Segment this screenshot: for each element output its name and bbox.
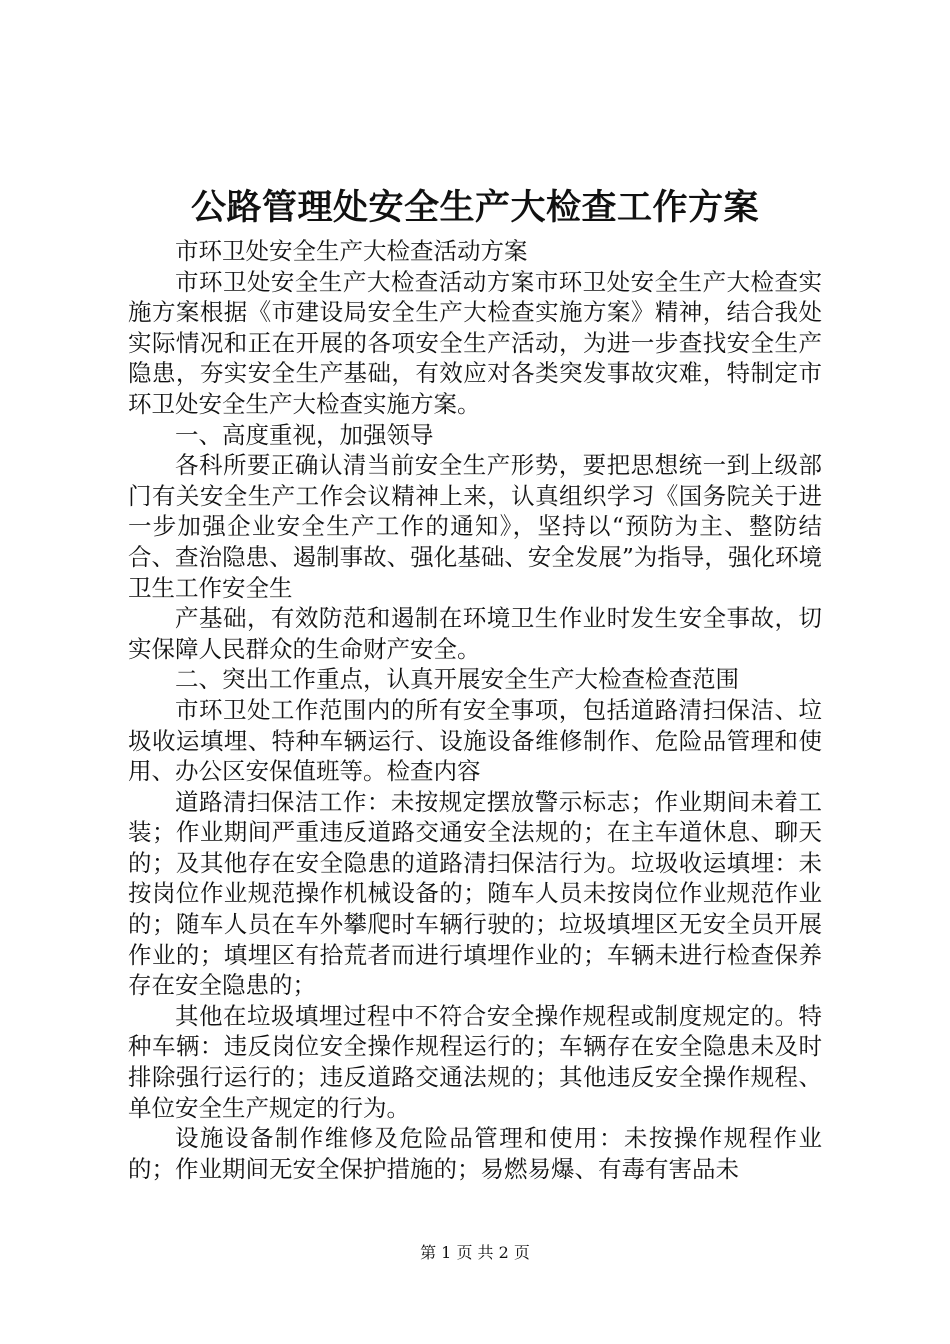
paragraph: 产基础，有效防范和遏制在环境卫生作业时发生安全事故，切实保障人民群众的生命财产安全。: [128, 604, 822, 663]
paragraph-subtitle: 市环卫处安全生产大检查活动方案: [175, 237, 528, 265]
section-heading-2: 二、突出工作重点，认真开展安全生产大检查检查范围: [175, 665, 739, 694]
document-body: [128, 236, 822, 1184]
paragraph: 各科所要正确认清当前安全生产形势，要把思想统一到上级部门有关安全生产工作会议精神上来，认真组织学习《国务院关于进一步加强企业安全生产工作的通知》，坚持以“预防为主、整防结合、查治隐患、遏制事故、强化基础、安全发展”为指导，强化环境卫生工作安全生: [128, 451, 822, 602]
document-title: 公路管理处安全生产大检查工作方案: [190, 187, 759, 228]
paragraph: 其他在垃圾填埋过程中不符合安全操作规程或制度规定的。特种车辆：违反岗位安全操作规程运行的；车辆存在安全隐患未及时排除强行运行的；违反道路交通法规的；其他违反安全操作规程、单位安全生产规定的行为。: [128, 1001, 822, 1122]
paragraph: 道路清扫保洁工作：未按规定摆放警示标志；作业期间未着工装；作业期间严重违反道路交通安全法规的；在主车道休息、聊天的；及其他存在安全隐患的道路清扫保洁行为。垃圾收运填埋：未按岗位作业规范操作机械设备的；随车人员未按岗位作业规范作业的；随车人员在车外攀爬时车辆行驶的；垃圾填埋区无安全员开展作业的；填埋区有拾荒者而进行填埋作业的；车辆未进行检查保养存在安全隐患的；: [128, 787, 822, 1000]
paragraph: 设施设备制作维修及危险品管理和使用：未按操作规程作业的；作业期间无安全保护措施的；易燃易爆、有毒有害品未: [128, 1124, 822, 1183]
page-footer: 第 1 页 共 2 页: [420, 1243, 530, 1262]
section-heading-1: 一、高度重视，加强领导: [175, 420, 434, 449]
paragraph-intro: 市环卫处安全生产大检查活动方案市环卫处安全生产大检查实施方案根据《市建设局安全生产大检查实施方案》精神，结合我处实际情况和正在开展的各项安全生产活动，为进一步查找安全生产隐患，夯实安全生产基础，有效应对各类突发事故灾难，特制定市环卫处安全生产大检查实施方案。: [128, 267, 822, 418]
paragraph: 市环卫处工作范围内的所有安全事项，包括道路清扫保洁、垃圾收运填埋、特种车辆运行、设施设备维修制作、危险品管理和使用、办公区安保值班等。检查内容: [128, 695, 822, 786]
